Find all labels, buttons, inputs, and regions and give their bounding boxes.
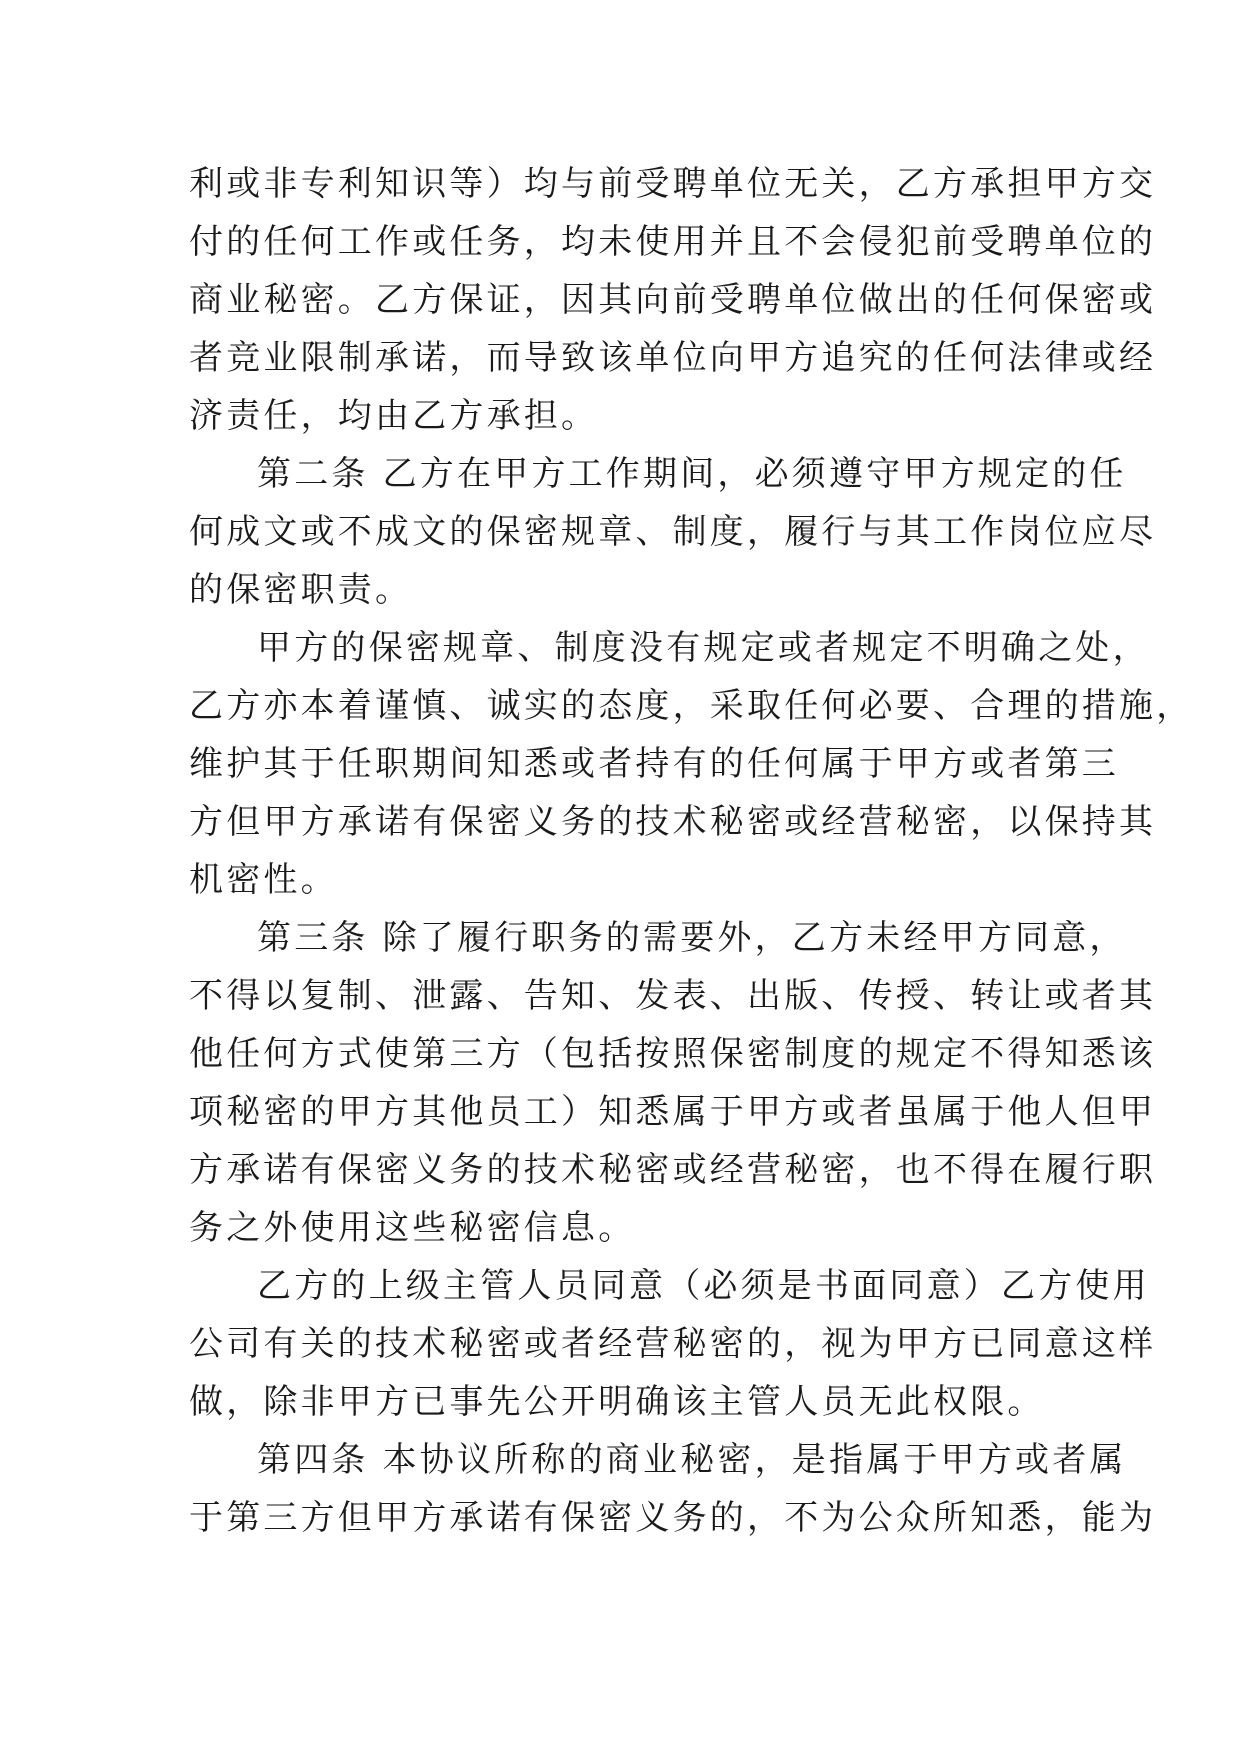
text-line: 者竞业限制承诺，而导致该单位向甲方追究的任何法律或经 xyxy=(189,338,1157,378)
text-line: 第四条 本协议所称的商业秘密，是指属于甲方或者属 xyxy=(257,1440,1127,1480)
text-line: 项秘密的甲方其他员工）知悉属于甲方或者虽属于他人但甲 xyxy=(189,1092,1157,1132)
paragraph-continuation xyxy=(189,155,1157,445)
text-line: 付的任何工作或任务，均未使用并且不会侵犯前受聘单位的 xyxy=(189,222,1157,262)
text-line: 方但甲方承诺有保密义务的技术秘密或经营秘密，以保持其 xyxy=(189,802,1157,842)
text-line: 他任何方式使第三方（包括按照保密制度的规定不得知悉该 xyxy=(189,1034,1157,1074)
text-line: 商业秘密。乙方保证，因其向前受聘单位做出的任何保密或 xyxy=(189,280,1157,320)
text-line: 维护其于任职期间知悉或者持有的任何属于甲方或者第三 xyxy=(189,744,1119,784)
text-line: 机密性。 xyxy=(189,860,338,900)
text-line: 何成文或不成文的保密规章、制度，履行与其工作岗位应尽 xyxy=(189,512,1157,552)
text-line: 第三条 除了履行职务的需要外，乙方未经甲方同意， xyxy=(257,918,1127,958)
paragraph-confidentiality-rules xyxy=(189,619,1194,909)
text-line: 利或非专利知识等）均与前受聘单位无关，乙方承担甲方交 xyxy=(189,164,1157,204)
paragraph-article-2 xyxy=(189,445,1157,619)
text-line: 不得以复制、泄露、告知、发表、出版、传授、转让或者其 xyxy=(189,976,1157,1016)
text-line: 济责任，均由乙方承担。 xyxy=(189,396,599,436)
text-line: 甲方的保密规章、制度没有规定或者规定不明确之处， xyxy=(257,628,1150,668)
text-line: 乙方的上级主管人员同意（必须是书面同意）乙方使用 xyxy=(257,1266,1150,1306)
text-line: 第二条 乙方在甲方工作期间，必须遵守甲方规定的任 xyxy=(257,454,1127,494)
paragraph-article-4 xyxy=(189,1431,1157,1547)
text-line: 方承诺有保密义务的技术秘密或经营秘密，也不得在履行职 xyxy=(189,1150,1157,1190)
text-line: 公司有关的技术秘密或者经营秘密的，视为甲方已同意这样 xyxy=(189,1324,1157,1364)
text-line: 乙方亦本着谨慎、诚实的态度，采取任何必要、合理的措施， xyxy=(189,686,1194,726)
text-line: 务之外使用这些秘密信息。 xyxy=(189,1208,636,1248)
text-line: 于第三方但甲方承诺有保密义务的，不为公众所知悉，能为 xyxy=(189,1498,1157,1538)
text-line: 做，除非甲方已事先公开明确该主管人员无此权限。 xyxy=(189,1382,1045,1422)
text-line: 的保密职责。 xyxy=(189,570,413,610)
paragraph-supervisor-consent xyxy=(189,1257,1157,1431)
document-body xyxy=(189,155,1194,1547)
paragraph-article-3 xyxy=(189,909,1157,1257)
